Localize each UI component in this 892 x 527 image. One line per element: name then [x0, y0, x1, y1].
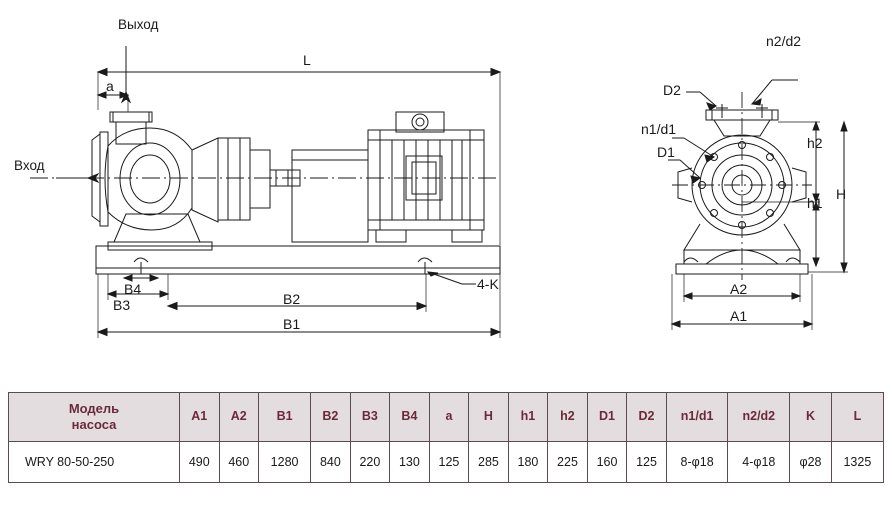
label-h2: h2 [807, 135, 823, 151]
label-B3: B3 [113, 297, 131, 313]
label-B2: B2 [283, 291, 301, 307]
header-model-line1: Модель [68, 400, 120, 416]
label-H: H [836, 186, 847, 202]
header-L: L [831, 393, 883, 442]
motor [368, 112, 484, 242]
dim-h2 [778, 122, 820, 202]
header-B1: B1 [259, 393, 311, 442]
cell-B2: 840 [311, 442, 351, 483]
cell-H: 285 [469, 442, 509, 483]
header-a: a [429, 393, 469, 442]
cell-h2: 225 [548, 442, 588, 483]
label-h1: h1 [807, 195, 823, 211]
pump-pedestal [108, 214, 212, 250]
pump-casing [92, 128, 192, 230]
label-a: a [106, 78, 114, 94]
header-D1: D1 [587, 393, 627, 442]
cell-B4: 130 [390, 442, 430, 483]
leader-D1 [668, 160, 700, 183]
header-B4: B4 [390, 393, 430, 442]
label-D1: D1 [657, 144, 675, 160]
cell-L: 1325 [831, 442, 883, 483]
cell-n2d2: 4-φ18 [728, 442, 790, 483]
label-holes: 4-K [477, 276, 499, 292]
cell-D2: 125 [627, 442, 667, 483]
cell-model: WRY 80-50-250 [9, 442, 180, 483]
spec-table [8, 392, 884, 483]
header-h2: h2 [548, 393, 588, 442]
header-K: K [790, 393, 832, 442]
header-model-line2: насоса [71, 417, 117, 432]
header-H: H [469, 393, 509, 442]
bearing-bracket [192, 138, 300, 222]
table-row [9, 442, 884, 483]
header-A1: A1 [180, 393, 220, 442]
header-n2d2: n2/d2 [728, 393, 790, 442]
label-A1: A1 [730, 308, 748, 324]
cell-h1: 180 [508, 442, 548, 483]
label-outlet: Выход [118, 17, 159, 32]
discharge-flange [110, 112, 152, 144]
cell-B1: 1280 [259, 442, 311, 483]
dim-a [98, 92, 128, 112]
cell-A2: 460 [219, 442, 259, 483]
leader-n2d2 [752, 80, 798, 105]
cell-n1d1: 8-φ18 [666, 442, 728, 483]
header-h1: h1 [508, 393, 548, 442]
header-B2: B2 [311, 393, 351, 442]
label-inlet: Вход [14, 158, 45, 173]
leader-n1d1 [672, 138, 714, 162]
cell-B3: 220 [350, 442, 390, 483]
label-D2: D2 [663, 82, 681, 98]
header-D2: D2 [627, 393, 667, 442]
label-B4: B4 [124, 281, 142, 297]
header-A2: A2 [219, 393, 259, 442]
header-B3: B3 [350, 393, 390, 442]
cell-A1: 490 [180, 442, 220, 483]
cell-K: φ28 [790, 442, 832, 483]
header-model [9, 393, 180, 442]
header-n1d1: n1/d1 [666, 393, 728, 442]
label-n2d2: n2/d2 [766, 33, 802, 49]
cell-D1: 160 [587, 442, 627, 483]
leader-D2 [686, 92, 716, 110]
label-L: L [303, 52, 311, 68]
label-B1: B1 [283, 316, 301, 332]
label-A2: A2 [730, 281, 748, 297]
label-n1d1: n1/d1 [641, 121, 677, 137]
coupling-guard [292, 150, 368, 242]
cell-a: 125 [429, 442, 469, 483]
table-header-row [9, 393, 884, 442]
